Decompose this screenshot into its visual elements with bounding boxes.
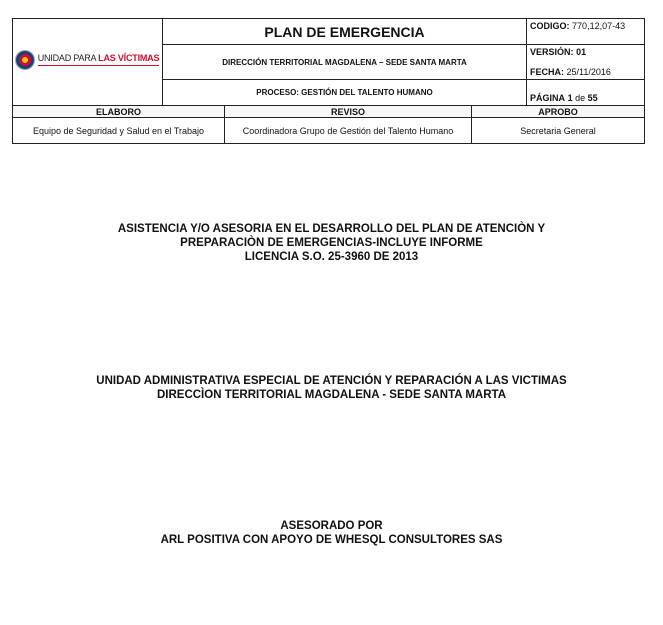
document-title: PLAN DE EMERGENCIA — [163, 19, 527, 45]
codigo-value: 770,12,07-43 — [572, 21, 626, 31]
value-aprobo: Secretaria General — [472, 118, 645, 144]
organization-block — [0, 374, 663, 402]
unidad-victimas-logo — [16, 51, 160, 69]
header-aprobo: APROBO — [472, 106, 645, 118]
advisor-block — [0, 519, 663, 547]
fecha-value: 25/11/2016 — [566, 67, 611, 77]
organization-line-2: DIRECCÌON TERRITORIAL MAGDALENA - SEDE SANTA MARTA — [156, 389, 507, 401]
colombia-coat-of-arms-icon — [16, 51, 34, 69]
advisor-line-1: ASESORADO POR — [280, 520, 383, 532]
assistance-line-3: LICENCIA S.O. 25-3960 DE 2013 — [244, 251, 419, 263]
logo-prefix: UNIDAD PARA — [37, 53, 99, 63]
value-reviso: Coordinadora Grupo de Gestión del Talento Humano — [225, 118, 472, 144]
value-elaboro: Equipo de Seguridad y Salud en el Trabajo — [13, 118, 225, 144]
codigo-cell: CODIGO: 770,12,07-43 — [527, 19, 645, 45]
advisor-line-2: ARL POSITIVA CON APOYO DE WHESQL CONSULTORES SAS — [160, 534, 503, 546]
document-process: PROCESO: GESTIÓN DEL TALENTO HUMANO — [163, 80, 527, 106]
assistance-line-1: ASISTENCIA Y/O ASESORIA EN EL DESARROLLO DEL PLAN DE ATENCIÒN Y — [117, 223, 546, 235]
document-subtitle: DIRECCIÓN TERRITORIAL MAGDALENA – SEDE SANTA MARTA — [163, 45, 527, 80]
header-reviso: REVISO — [225, 106, 472, 118]
document-header — [12, 18, 644, 138]
organization-line-1: UNIDAD ADMINISTRATIVA ESPECIAL DE ATENCIÓN Y REPARACIÓN A LAS VICTIMAS — [96, 375, 567, 387]
version-cell: VERSIÓN: 01 FECHA: 25/11/2016 — [527, 45, 645, 80]
version-value: 01 — [576, 47, 587, 57]
header-elaboro: ELABORO — [13, 106, 225, 118]
assistance-line-2: PREPARACIÒN DE EMERGENCIAS-INCLUYE INFORME — [180, 237, 483, 249]
pagina-total: 55 — [587, 93, 598, 103]
logo-emphasis: LAS VÍCTIMAS — [98, 53, 160, 63]
pagina-num: 1 — [567, 93, 573, 103]
pagina-cell: PÁGINA 1 de 55 — [527, 80, 645, 106]
assistance-title-block — [0, 222, 663, 264]
header-table — [12, 18, 645, 144]
logo-cell — [13, 19, 163, 106]
